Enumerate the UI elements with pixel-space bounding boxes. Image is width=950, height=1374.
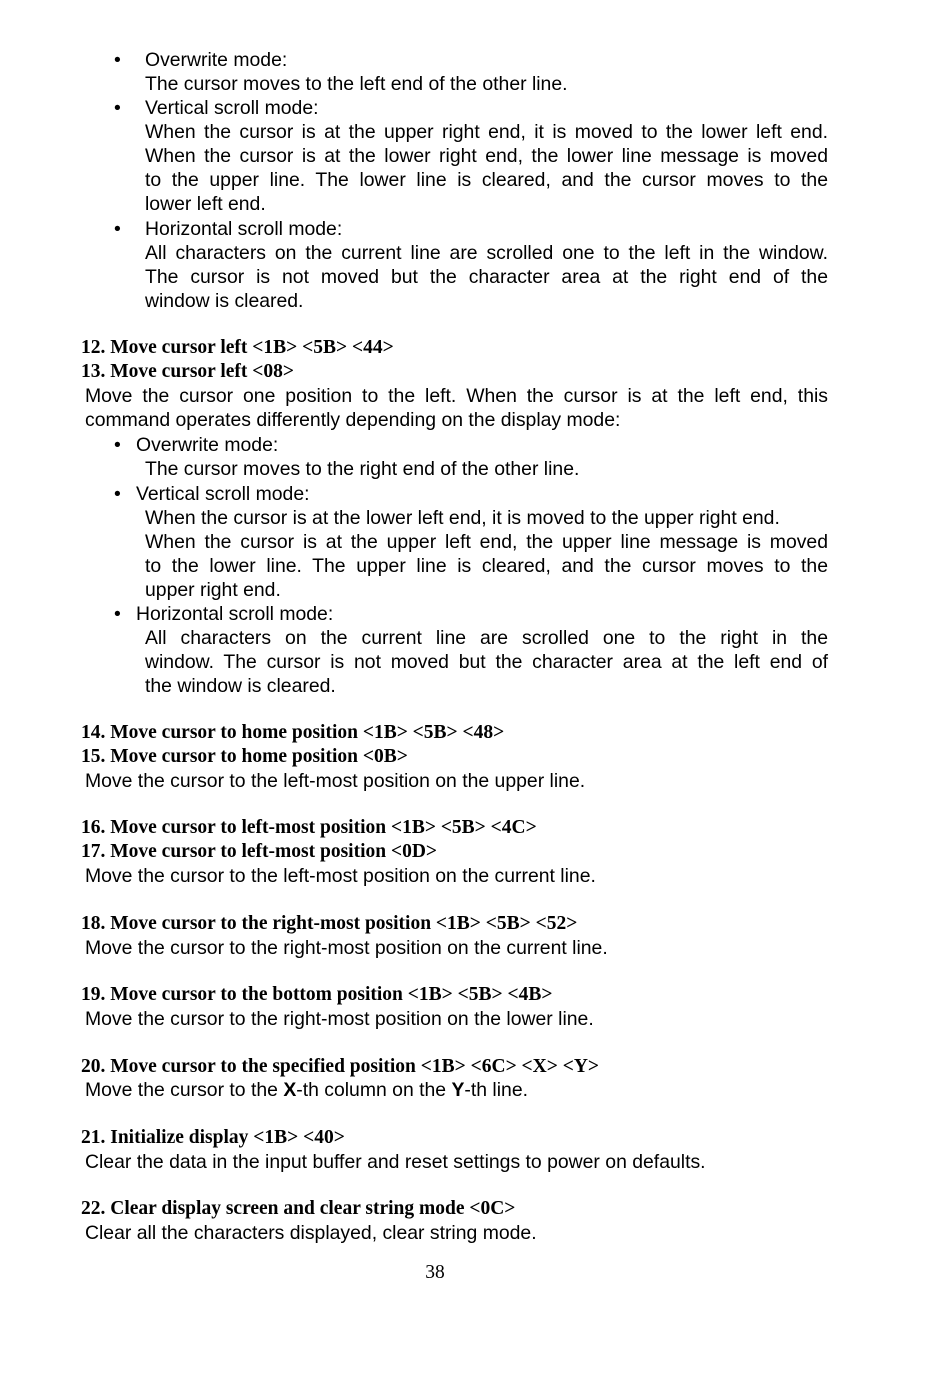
body-text: -th line. bbox=[464, 1079, 528, 1101]
body-emphasis-y: Y bbox=[451, 1079, 465, 1101]
section-heading: 22. Clear display screen and clear string mode <0C> bbox=[81, 1198, 516, 1219]
section-body: Move the cursor to the left-most position on the upper line. bbox=[85, 770, 586, 792]
section-body: Clear the data in the input buffer and reset settings to power on defaults. bbox=[85, 1151, 706, 1173]
section-heading: 15. Move cursor to home position <0B> bbox=[81, 746, 408, 767]
list-item-title: Overwrite mode: bbox=[136, 434, 279, 456]
section-body: Clear all the characters displayed, clear string mode. bbox=[85, 1222, 537, 1244]
section-heading: 19. Move cursor to the bottom position <1B> <5B> <4B> bbox=[81, 984, 553, 1005]
list-item-text: When the cursor is at the upper right end, it is moved to the lower left end. bbox=[145, 121, 828, 143]
bullet-icon: • bbox=[114, 434, 121, 456]
section-heading: 18. Move cursor to the right-most position <1B> <5B> <52> bbox=[81, 913, 578, 934]
list-item-text: The cursor moves to the right end of the other line. bbox=[145, 458, 580, 480]
section-body: Move the cursor to the left-most position on the current line. bbox=[85, 865, 596, 887]
list-item-text: upper right end. bbox=[145, 579, 281, 601]
section-heading: 12. Move cursor left <1B> <5B> <44> bbox=[81, 337, 394, 358]
section-heading: 13. Move cursor left <08> bbox=[81, 361, 295, 382]
section-heading: 17. Move cursor to left-most position <0D> bbox=[81, 841, 438, 862]
list-item-title: Overwrite mode: bbox=[145, 49, 288, 71]
list-item-text: All characters on the current line are scrolled one to the left in the window. bbox=[145, 242, 828, 264]
body-text: Move the cursor to the bbox=[85, 1079, 284, 1101]
list-item-text: When the cursor is at the lower left end, it is moved to the upper right end. bbox=[145, 507, 780, 529]
bullet-icon: • bbox=[114, 483, 121, 505]
list-item-text: When the cursor is at the upper left end, the upper line message is moved bbox=[145, 531, 828, 553]
list-item-text: window. The cursor is not moved but the character area at the left end of bbox=[145, 651, 828, 673]
body-text: -th column on the bbox=[296, 1079, 452, 1101]
list-item-text: the window is cleared. bbox=[145, 675, 336, 697]
body-emphasis-x: X bbox=[283, 1079, 297, 1101]
list-item-text: to the lower line. The upper line is cleared, and the cursor moves to the bbox=[145, 555, 828, 577]
list-item-title: Horizontal scroll mode: bbox=[145, 218, 343, 240]
list-item-text: The cursor moves to the left end of the other line. bbox=[145, 73, 568, 95]
section-body: Move the cursor to the right-most position on the current line. bbox=[85, 937, 608, 959]
list-item-text: When the cursor is at the lower right end, the lower line message is moved bbox=[145, 145, 828, 167]
list-item-title: Vertical scroll mode: bbox=[145, 97, 319, 119]
list-item-title: Vertical scroll mode: bbox=[136, 483, 310, 505]
section-body bbox=[85, 1078, 528, 1102]
page-number: 38 bbox=[425, 1262, 445, 1283]
bullet-icon: • bbox=[114, 603, 121, 625]
bullet-icon: • bbox=[114, 218, 121, 240]
section-body: Move the cursor one position to the left. When the cursor is at the left end, this bbox=[85, 385, 828, 407]
section-body: command operates differently depending on the display mode: bbox=[85, 409, 621, 431]
list-item-text: All characters on the current line are scrolled one to the right in the bbox=[145, 627, 828, 649]
list-item-title: Horizontal scroll mode: bbox=[136, 603, 334, 625]
list-item-text: The cursor is not moved but the character area at the right end of the bbox=[145, 266, 828, 288]
section-heading: 21. Initialize display <1B> <40> bbox=[81, 1127, 345, 1148]
section-heading: 14. Move cursor to home position <1B> <5B> <48> bbox=[81, 722, 505, 743]
section-body: Move the cursor to the right-most position on the lower line. bbox=[85, 1008, 594, 1030]
list-item-text: window is cleared. bbox=[145, 290, 304, 312]
bullet-icon: • bbox=[114, 97, 121, 119]
bullet-icon: • bbox=[114, 49, 121, 71]
list-item-text: lower left end. bbox=[145, 193, 266, 215]
section-heading: 20. Move cursor to the specified position <1B> <6C> <X> <Y> bbox=[81, 1056, 600, 1077]
section-heading: 16. Move cursor to left-most position <1B> <5B> <4C> bbox=[81, 817, 537, 838]
list-item-text: to the upper line. The lower line is cleared, and the cursor moves to the bbox=[145, 169, 828, 191]
